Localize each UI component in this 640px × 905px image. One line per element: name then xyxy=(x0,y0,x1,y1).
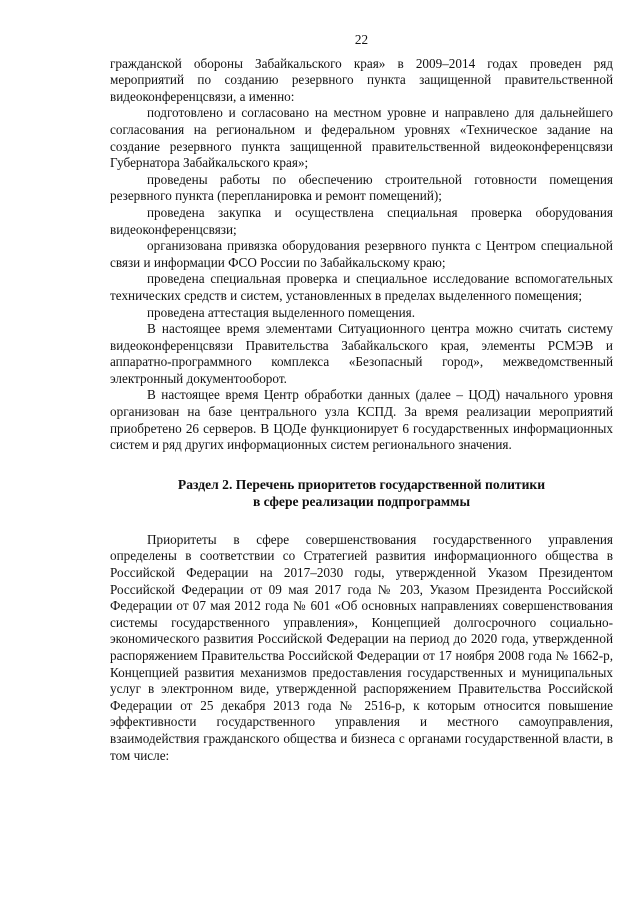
list-item: подготовлено и согласовано на местном уровне и направлено для дальнейшего согласования на региональном и федеральном уровнях «Техническое задание на создание резервного пункта защищенной правительственной видеоконференцсвязи Губернатора Забайкальского края»; xyxy=(110,105,613,171)
list-item: организована привязка оборудования резервного пункта с Центром специальной связи и информации ФСО России по Забайкальскому краю; xyxy=(110,238,613,270)
paragraph: В настоящее время элементами Ситуационного центра можно считать систему видеоконференцсвязи Правительства Забайкальского края, элементы РСМЭВ и аппаратно-программного комплекса «Безопасный город», межведомственный электронный документооборот. xyxy=(110,321,613,386)
section-heading xyxy=(110,476,613,510)
paragraph: В настоящее время Центр обработки данных (далее – ЦОД) начального уровня организован на базе центрального узла КСПД. За время реализации мероприятий приобретено 26 серверов. В ЦОДе функционирует 6 государственных информационных систем и ряд других информационных систем регионального значения. xyxy=(110,387,613,453)
paragraph: гражданской обороны Забайкальского края» в 2009–2014 годах проведен ряд мероприятий по созданию резервного пункта защищенной правительственной видеоконференцсвязи, а именно: xyxy=(110,55,613,104)
page-number: 22 xyxy=(354,32,369,47)
list-item: проведена закупка и осуществлена специальная проверка оборудования видеоконференцсвязи; xyxy=(110,204,613,237)
list-item: проведена специальная проверка и специальное исследование вспомогательных технических средств и систем, установленных в пределах выделенного помещения; xyxy=(110,271,613,303)
paragraph: Приоритеты в сфере совершенствования государственного управления определены в соответствии со Стратегией развития информационного общества в Российской Федерации на 2017–2030 годы, утвержденной Указом Президентом Российской Федерации от 09 мая 2017 года № 203, Указом Президента Российской Федерации от 07 мая 2012 года № 601 «Об основных направлениях совершенствования системы государственного управления», Концепцией долгосрочного социально-экономического развития Российской Федерации на период до 2020 года, утвержденной распоряжением Правительства Российской Федерации от 17 ноября 2008 года № 1662-р, Концепцией развития механизмов предоставления государственных и муниципальных услуг в электронном виде, утвержденной распоряжением Правительства Российской Федерации от 25 декабря 2013 года № 2516-р, к которым относится повышение эффективности государственного управления и местного самоуправления, взаимодействия гражданского общества и бизнеса с органами государственной власти, в том числе: xyxy=(110,531,613,763)
list-item: проведены работы по обеспечению строительной готовности помещения резервного пункта (перепланировка и ремонт помещений); xyxy=(110,171,613,204)
list-item: проведена аттестация выделенного помещения. xyxy=(147,304,416,320)
section-heading-line: Раздел 2. Перечень приоритетов государственной политики xyxy=(177,476,546,492)
document-page xyxy=(110,32,613,764)
section-heading-line: в сфере реализации подпрограммы xyxy=(252,493,471,509)
